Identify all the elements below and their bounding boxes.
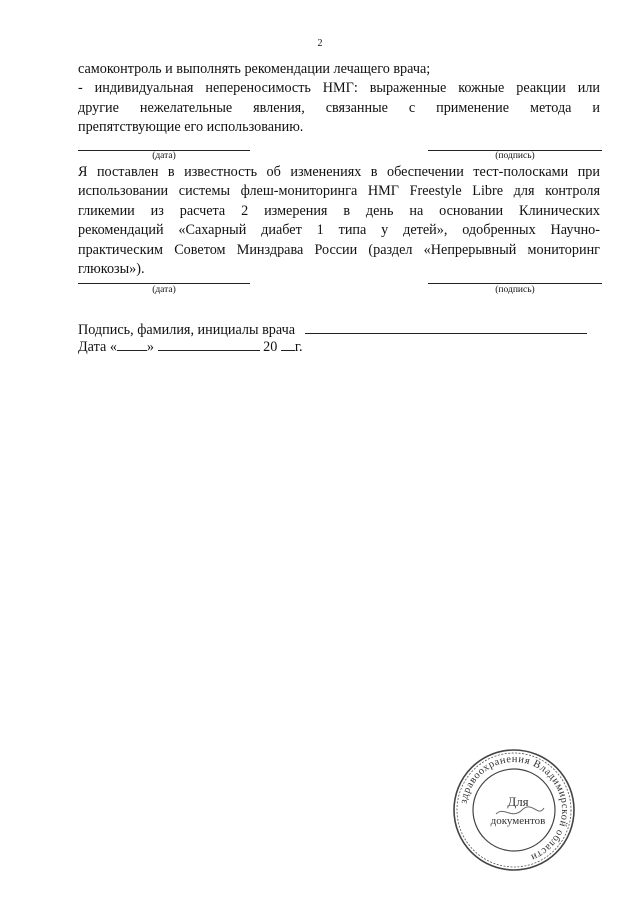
signature-line: [428, 283, 602, 284]
doctor-date-row: [78, 337, 618, 357]
stamp-center-top: Для: [507, 794, 529, 809]
date-label: Дата «: [78, 339, 117, 355]
text-line: самоконтроль и выполнять рекомендации лечащего врача;: [78, 61, 431, 77]
stamp-ring-text: здравоохранения Владимирской области: [458, 753, 571, 863]
official-stamp: [452, 748, 576, 872]
date-label-mid: »: [146, 339, 155, 355]
text-line: гликемии из расчета 2 измерения в день на основании Клинических: [78, 202, 600, 219]
paragraph-notification: [78, 163, 600, 279]
paragraph-contraindications: [78, 60, 600, 138]
signature-caption: (подпись): [495, 285, 535, 295]
date-year-suffix: г.: [294, 339, 303, 355]
text-line: препятствующие его использованию.: [78, 119, 304, 136]
date-year-field: [281, 337, 295, 351]
date-year-prefix: 20: [263, 339, 278, 355]
text-line: Я поставлен в известность об изменениях в обеспечении тест-полосками при: [78, 164, 600, 180]
date-day-field: [117, 337, 147, 351]
doctor-signature-label: Подпись, фамилия, инициалы врача: [78, 322, 296, 338]
date-signature-line: [78, 283, 250, 284]
text-line: - индивидуальная непереносимость НМГ: выраженные кожные реакции или: [78, 80, 600, 97]
text-line: рекомендаций «Сахарный диабет 1 типа у детей», одобренных Научно-: [78, 222, 600, 239]
text-line: использовании системы флеш-мониторинга НМГ Freestyle Libre для контроля: [78, 183, 600, 200]
page-number: 2: [317, 38, 323, 49]
date-caption: (дата): [152, 285, 176, 295]
text-line: другие нежелательные явления, связанные с применение метода и: [78, 99, 600, 116]
text-line: практическим Советом Минздрава России (раздел «Непрерывный мониторинг: [78, 241, 600, 258]
signature-caption: (подпись): [495, 151, 535, 161]
stamp-center-bottom: документов: [490, 815, 546, 827]
date-caption: (дата): [152, 151, 176, 161]
doctor-signature-field: [305, 320, 587, 334]
text-line: глюкозы»).: [78, 261, 145, 278]
date-month-field: [158, 337, 260, 351]
